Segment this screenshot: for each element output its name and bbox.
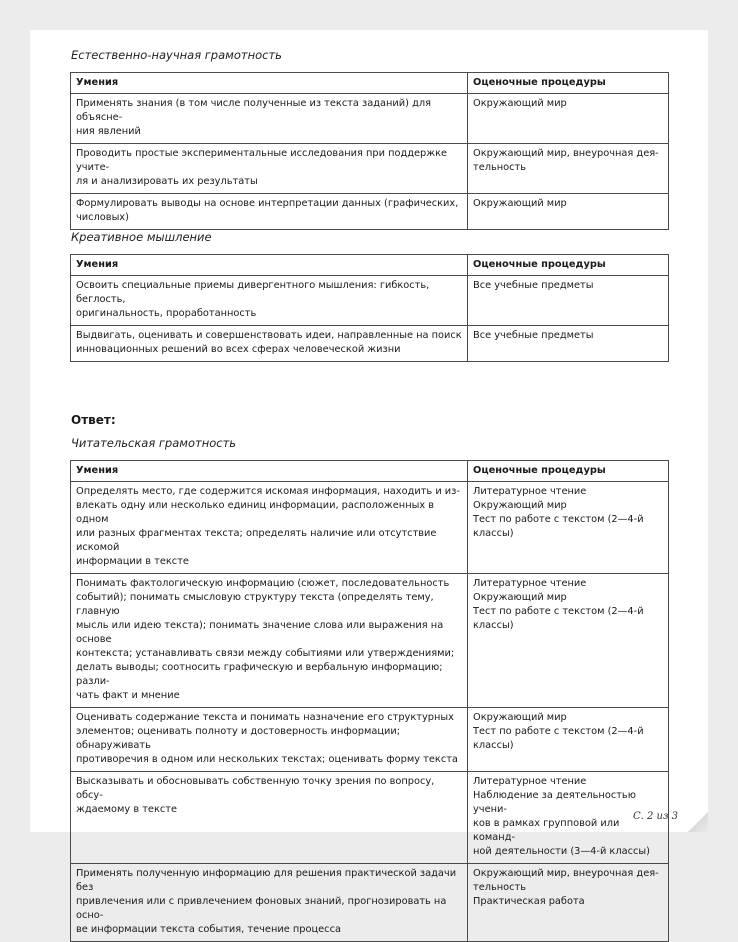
column-header-skills: Умения <box>71 461 468 482</box>
procedure-cell: Окружающий мир Тест по работе с текстом (2—4-й классы) <box>468 708 669 772</box>
skill-cell: Освоить специальные приемы дивергентного мышления: гибкость, беглость, оригинальность, проработанность <box>71 276 468 326</box>
column-header-skills: Умения <box>71 73 468 94</box>
table-row <box>71 574 669 708</box>
table-row <box>71 276 669 326</box>
skill-cell: Высказывать и обосновывать собственную точку зрения по вопросу, обсу- ждаемому в тексте <box>71 772 468 864</box>
column-header-procedures: Оценочные процедуры <box>468 255 669 276</box>
page-corner-fold <box>688 812 708 832</box>
skill-cell: Формулировать выводы на основе интерпретации данных (графических, числовых) <box>71 194 468 230</box>
skill-cell: Выдвигать, оценивать и совершенствовать идеи, направленные на поиск инновационных решений во всех сферах человеческой жизни <box>71 326 468 362</box>
procedure-cell: Литературное чтение Окружающий мир Тест по работе с текстом (2—4-й классы) <box>468 574 669 708</box>
table-header-row <box>71 255 669 276</box>
section-title-creative: Креативное мышление <box>71 230 212 244</box>
skill-cell: Применять полученную информацию для решения практической задачи без привлечения или с привлечением фоновых знаний, прогнозировать на осно- ве информации текста события, течение процесса <box>71 864 468 942</box>
procedure-cell: Все учебные предметы <box>468 326 669 362</box>
section-title-reading: Читательская грамотность <box>71 436 237 450</box>
table-row <box>71 326 669 362</box>
page-number: С. 2 из 3 <box>633 811 678 822</box>
skill-cell: Оценивать содержание текста и понимать назначение его структурных элементов; оценивать полноту и достоверность информации; обнаруживать противоречия в одном или нескольких текстах; оценивать форму текста <box>71 708 468 772</box>
table-header-row <box>71 73 669 94</box>
procedure-cell: Литературное чтение Наблюдение за деятельностью учени- ков в рамках групповой или команд- ной деятельности (3—4-й классы) <box>468 772 669 864</box>
skill-cell: Определять место, где содержится искомая информация, находить и из- влекать одну или несколько единиц информации, расположенных в одном или разных фрагментах текста; определять наличие или отсутствие искомой информации в тексте <box>71 482 468 574</box>
reading-table <box>70 460 669 942</box>
procedure-cell: Окружающий мир, внеурочная дея- тельность <box>468 144 669 194</box>
section-title-science: Естественно-научная грамотность <box>71 48 282 62</box>
document-page <box>30 30 708 935</box>
procedure-cell: Все учебные предметы <box>468 276 669 326</box>
table-row <box>71 772 669 864</box>
table-row <box>71 708 669 772</box>
science-table <box>70 72 669 230</box>
creative-table <box>70 254 669 362</box>
column-header-procedures: Оценочные процедуры <box>468 73 669 94</box>
table-row <box>71 194 669 230</box>
skill-cell: Применять знания (в том числе полученные из текста заданий) для объясне- ния явлений <box>71 94 468 144</box>
column-header-procedures: Оценочные процедуры <box>468 461 669 482</box>
column-header-skills: Умения <box>71 255 468 276</box>
table-row <box>71 144 669 194</box>
table-row <box>71 94 669 144</box>
table-row <box>71 482 669 574</box>
procedure-cell: Литературное чтение Окружающий мир Тест по работе с текстом (2—4-й классы) <box>468 482 669 574</box>
table-row <box>71 864 669 942</box>
answer-label: Ответ: <box>71 413 116 427</box>
procedure-cell: Окружающий мир <box>468 94 669 144</box>
table-header-row <box>71 461 669 482</box>
procedure-cell: Окружающий мир <box>468 194 669 230</box>
skill-cell: Проводить простые экспериментальные исследования при поддержке учите- ля и анализировать их результаты <box>71 144 468 194</box>
procedure-cell: Окружающий мир, внеурочная дея- тельность Практическая работа <box>468 864 669 942</box>
skill-cell: Понимать фактологическую информацию (сюжет, последовательность событий); понимать смысловую структуру текста (определять тему, главную мысль или идею текста); понимать значение слова или выражения на основе контекста; устанавливать связи между событиями или утверждениями; делать выводы; соотносить графическую и вербальную информацию; разли- чать факт и мнение <box>71 574 468 708</box>
